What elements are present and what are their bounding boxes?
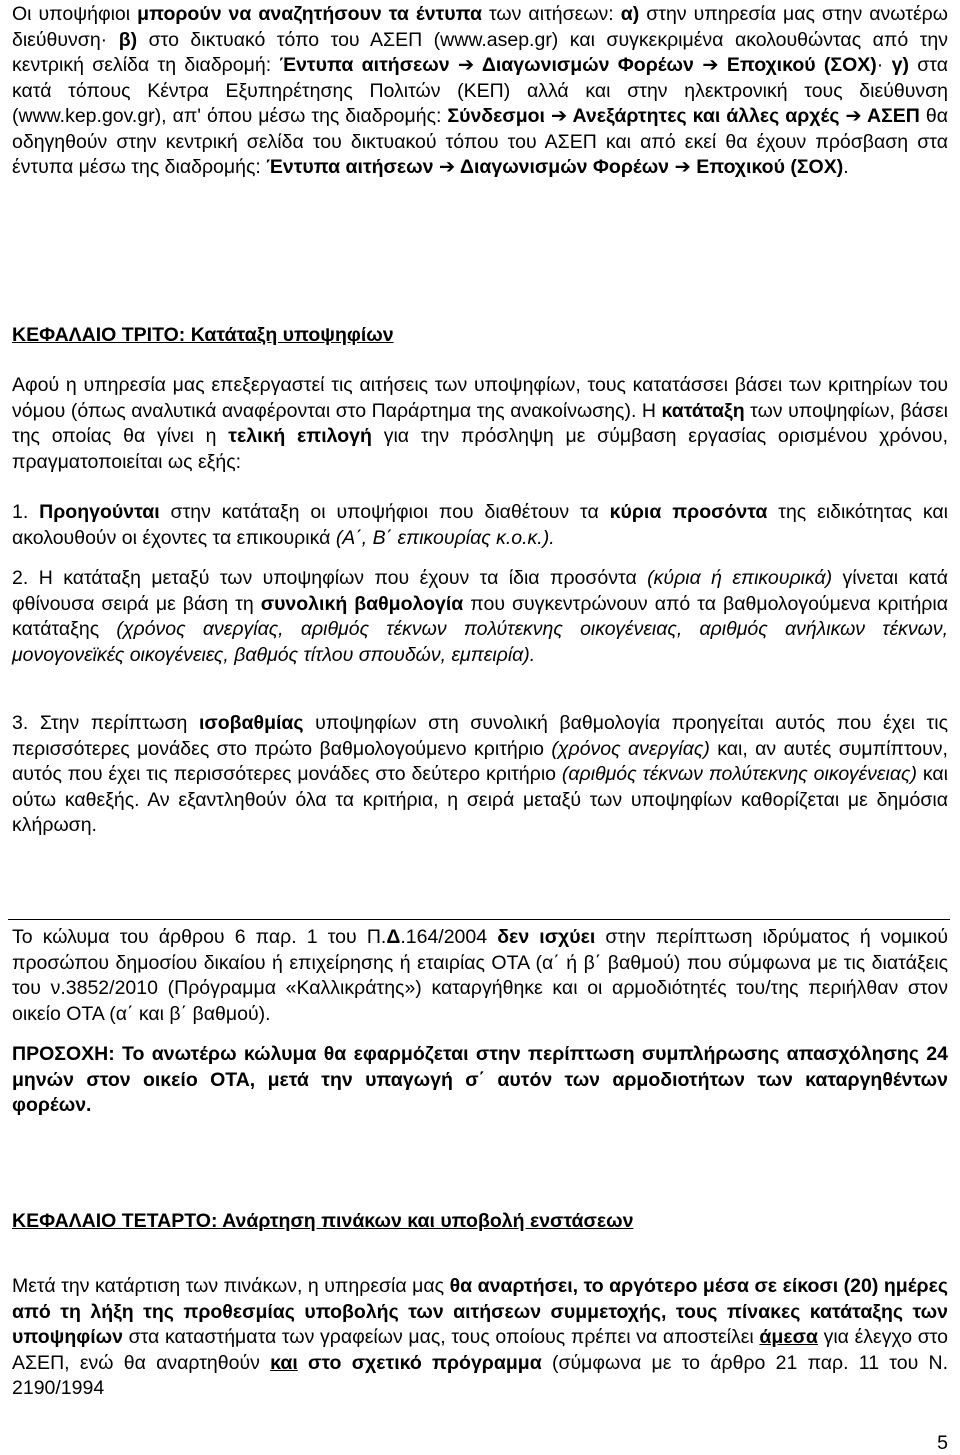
ranking-rule-1 — [12, 500, 948, 551]
text-run: στο σχετικό πρόγραμμα — [308, 1351, 542, 1374]
text-run: Σύνδεσμοι ➔ Ανεξάρτητες και άλλες αρχές ➔ ΑΣΕΠ — [447, 105, 920, 127]
ranking-rule-1-text — [12, 500, 948, 551]
intro-section — [12, 2, 948, 181]
text-run — [298, 1352, 308, 1374]
text-run: και ούτω καθεξής. Αν εξαντληθούν όλα τα κριτήρια, η σειρά μεταξύ των υποψηφίων καθορίζεται με δημόσια κλήρωση. — [12, 763, 948, 836]
text-run: (Α΄, Β΄ επικουρίας κ.ο.κ.). — [335, 526, 555, 549]
note-section — [12, 925, 948, 1027]
text-run: στα καταστήματα των γραφείων μας, τους οποίους πρέπει να αποστείλει — [122, 1326, 760, 1348]
text-run: μπορούν να αναζητήσουν τα έντυπα — [137, 3, 482, 25]
chapter-four-section — [12, 1209, 948, 1235]
text-run: β) — [118, 28, 138, 51]
text-run: για την πρόσληψη με σύμβαση εργασίας ορισμένου χρόνου, πραγματοποιείται ως εξής: — [12, 425, 949, 473]
attention-section — [12, 1042, 948, 1119]
note-paragraph — [12, 925, 948, 1027]
chapter-four-body — [12, 1274, 948, 1402]
ranking-rule-2-text — [12, 566, 948, 668]
text-run: των αιτήσεων: — [481, 3, 621, 25]
text-run: Έντυπα αιτήσεων ➔ Διαγωνισμών Φορέων ➔ Εποχικού (ΣΟΧ) — [266, 156, 844, 178]
text-run: Μετά την κατάρτιση των πινάκων, η υπηρεσία μας — [12, 1275, 450, 1297]
text-run: 1. — [12, 501, 40, 523]
text-run: τελική επιλογή — [228, 425, 372, 447]
text-run: Το κώλυμα του άρθρου 6 παρ. 1 του Π. — [12, 926, 387, 948]
text-run: που συγκεντρώνουν από τα βαθμολογούμενα κριτήρια κατάταξης — [12, 592, 948, 640]
text-run: 2. Η κατάταξη μεταξύ των υποψηφίων που έχουν τα ίδια προσόντα — [12, 567, 648, 589]
text-run: (χρόνος ανεργίας, αριθμός τέκνων πολύτεκνης οικογένειας, αριθμός ανήλικων τέκνων, μονογονεϊκές οικογένειες, βαθμός τίτλου σπουδών, εμπειρία). — [12, 618, 948, 666]
chapter-three-section — [12, 323, 948, 349]
chapter-three-heading: ΚΕΦΑΛΑΙΟ ΤΡΙΤΟ: Κατάταξη υποψηφίων — [12, 324, 394, 346]
text-run: γίνεται κατά φθίνουσα σειρά με βάση τη — [12, 567, 949, 615]
text-run: δεν ισχύει — [497, 926, 596, 948]
text-run: κύρια προσόντα — [609, 501, 768, 523]
text-run: άμεσα — [759, 1326, 818, 1348]
intro-paragraph — [12, 2, 948, 181]
page-number: 5 — [937, 1432, 948, 1454]
text-run: Έντυπα αιτήσεων ➔ Διαγωνισμών Φορέων ➔ Εποχικού (ΣΟΧ) — [279, 54, 877, 76]
text-run: α) — [620, 3, 640, 25]
ranking-rule-2 — [12, 566, 948, 668]
text-run: (κύρια ή επικουρικά) — [647, 567, 833, 589]
text-run: και, αν αυτές συμπίπτουν, αυτός που έχει τις περισσότερες μονάδες στο δεύτερο κριτήριο — [12, 737, 948, 785]
text-run: θα οδηγηθούν στην κεντρική σελίδα του δικτυακού τόπου του ΑΣΕΠ και από εκεί θα έχουν πρόσβαση στα έντυπα μέσω της διαδρομής: — [12, 105, 948, 178]
text-run: Αφού η υπηρεσία μας επεξεργαστεί τις αιτήσεις των υποψηφίων, τους κατατάσσει βάσει των κριτηρίων του νόμου (όπως αναλυτικά αναφέρονται στο Παράρτημα της ανακοίνωσης). Η — [12, 374, 948, 422]
text-run: (αριθμός τέκνων πολύτεκνης οικογένειας) — [561, 763, 917, 785]
text-run: στην περίπτωση ιδρύματος ή νομικού προσώπου δημοσίου δικαίου ή επιχείρησης ή εταιρίας ΟΤΑ (α΄ ή β΄ βαθμού) που σύμφωνα με τις διατάξεις του ν.3852/2010 (Πρόγραμμα «Καλλικράτης») καταργήθηκε και οι αρμοδιότητές του/της περιήλθαν στον οικείο ΟΤΑ (α΄ και β΄ βαθμού). — [12, 926, 948, 1025]
text-run: θα αναρτήσει, το αργότερο μέσα σε είκοσι (20) ημέρες από τη λήξη της προθεσμίας υποβολής των αιτήσεων συμμετοχής, τους πίνακες κατάταξης των υποψηφίων — [12, 1275, 948, 1348]
text-run: · — [876, 54, 892, 76]
chapter-three-body — [12, 373, 948, 475]
text-run: γ) — [891, 54, 909, 76]
text-run: υποψηφίων στη συνολική βαθμολογία προηγείται αυτός που έχει τις περισσότερες μονάδες στο πρώτο βαθμολογούμενο κριτήριο — [12, 712, 948, 760]
text-run: και — [270, 1351, 298, 1374]
text-run: (χρόνος ανεργίας) — [551, 737, 710, 760]
ranking-intro-paragraph — [12, 373, 948, 475]
text-run: στα κατά τόπους Κέντρα Εξυπηρέτησης Πολιτών (ΚΕΠ) αλλά και στην ηλεκτρονική τους διεύθυνση (www.kep.gov.gr), απ' όπου μέσω της διαδρομής: — [12, 54, 949, 127]
text-run: Προηγούνται — [39, 501, 160, 523]
text-run: της ειδικότητας και ακολουθούν οι έχοντες τα επικουρικά — [12, 501, 948, 549]
text-run: για έλεγχο στο ΑΣΕΠ, ενώ θα αναρτηθούν — [12, 1326, 949, 1374]
text-run: Οι υποψήφιοι — [12, 3, 138, 25]
text-run: ισοβαθμίας — [198, 712, 304, 734]
ranking-rule-3 — [12, 711, 948, 839]
text-run: στην υπηρεσία μας στην ανωτέρω διεύθυνση· — [12, 3, 948, 51]
text-run: 3. Στην περίπτωση — [12, 712, 199, 734]
text-run: συνολική βαθμολογία — [260, 592, 464, 615]
text-run: κατάταξη — [661, 399, 745, 422]
text-run: Δ — [386, 926, 401, 948]
text-run: .164/2004 — [400, 926, 498, 948]
text-run: . — [843, 156, 849, 178]
text-run: στο δικτυακό τόπο του ΑΣΕΠ (www.asep.gr) και συγκεκριμένα ακολουθώντας από την κεντρική σελίδα τη διαδρομή: — [12, 28, 948, 76]
attention-paragraph: ΠΡΟΣΟΧΗ: Το ανωτέρω κώλυμα θα εφαρμόζεται στην περίπτωση συμπλήρωσης απασχόλησης 24 μηνών στον οικείο ΟΤΑ, μετά την υπαγωγή σ΄ αυτόν των αρμοδιοτήτων των καταργηθέντων φορέων. — [12, 1043, 948, 1116]
text-run: (σύμφωνα με το άρθρο 21 παρ. 11 του Ν. 2190/1994 — [12, 1351, 948, 1399]
chapter-four-heading: ΚΕΦΑΛΑΙΟ ΤΕΤΑΡΤΟ: Ανάρτηση πινάκων και υποβολή ενστάσεων — [12, 1210, 634, 1232]
ranking-rule-3-text — [12, 711, 948, 839]
text-run: των υποψηφίων, βάσει της οποίας θα γίνει η — [12, 399, 948, 447]
text-run: στην κατάταξη οι υποψήφιοι που διαθέτουν τα — [159, 501, 610, 523]
tables-posting-paragraph — [12, 1274, 948, 1402]
